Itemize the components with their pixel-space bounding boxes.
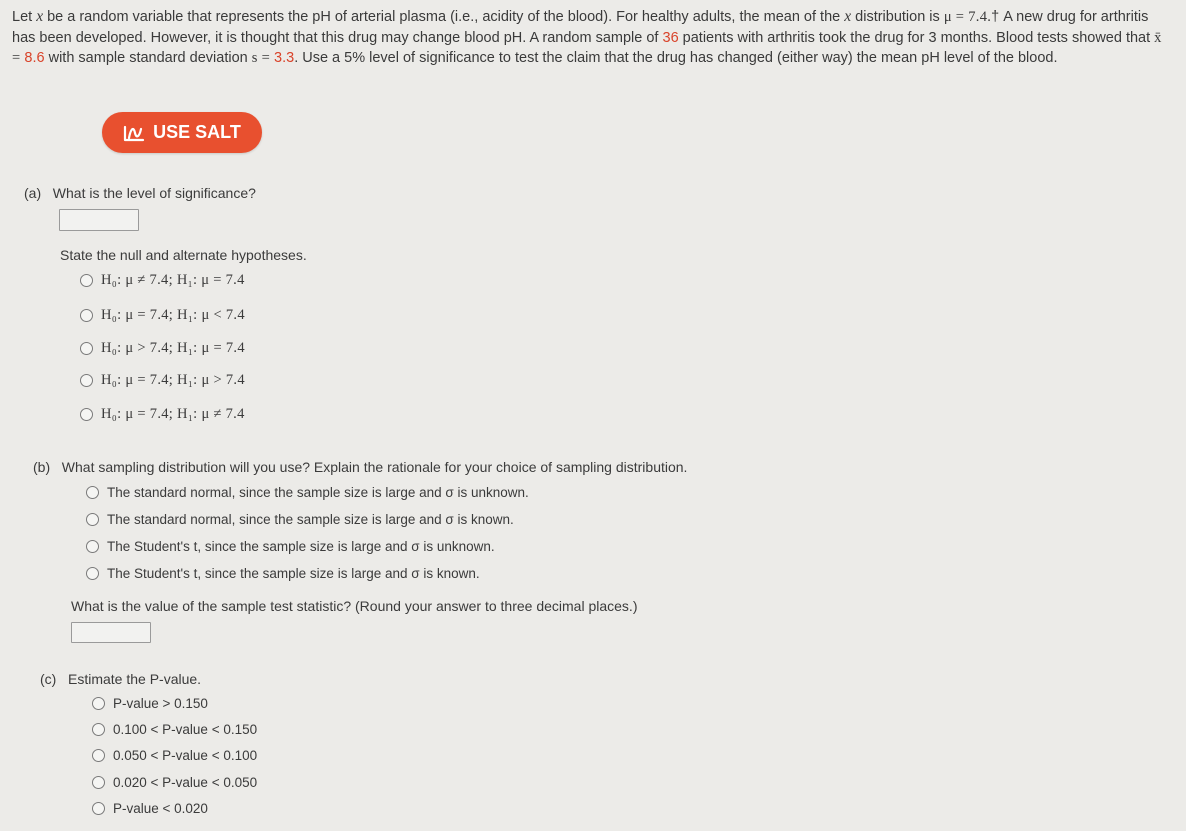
- part-b-question: (b) What sampling distribution will you use? Explain the rationale for your choice of sampling distribution.: [33, 459, 688, 475]
- significance-level-input[interactable]: [59, 209, 139, 231]
- sample-size-value: 36: [662, 29, 679, 46]
- hypothesis-option-1[interactable]: H₀: μ ≠ 7.4; H₁: μ = 7.4: [80, 272, 245, 289]
- distribution-option-2[interactable]: The standard normal, since the sample size is large and σ is known.: [86, 512, 514, 527]
- salt-chart-icon: [123, 124, 145, 142]
- radio-button[interactable]: [80, 342, 93, 355]
- radio-button[interactable]: [92, 802, 105, 815]
- problem-statement: Let x be a random variable that represents the pH of arterial plasma (i.e., acidity of the blood). For healthy adults, the mean of the x distribution is μ = 7.4.† A new drug for arthritis has been developed. However, it is thought that this drug may change blood pH. A random sample of 36 patients with arthritis took the drug for 3 months. Blood tests showed that x̄ = 8.6 with sample standard deviation s = 3.3. Use a 5% level of significance to test the claim that the drug has changed (either way) the mean pH level of the blood.: [12, 8, 1162, 66]
- hypothesis-option-5[interactable]: H₀: μ = 7.4; H₁: μ ≠ 7.4: [80, 406, 245, 423]
- radio-button[interactable]: [80, 309, 93, 322]
- test-statistic-input[interactable]: [71, 622, 151, 643]
- part-a-question: (a) What is the level of significance?: [24, 185, 256, 201]
- radio-button[interactable]: [80, 408, 93, 421]
- sample-sd-value: 3.3: [274, 50, 295, 66]
- hypothesis-option-2[interactable]: H₀: μ = 7.4; H₁: μ < 7.4: [80, 307, 245, 324]
- hypothesis-option-3[interactable]: H₀: μ > 7.4; H₁: μ = 7.4: [80, 340, 245, 357]
- radio-button[interactable]: [80, 274, 93, 287]
- hypotheses-prompt: State the null and alternate hypotheses.: [60, 247, 307, 263]
- distribution-option-3[interactable]: The Student's t, since the sample size is large and σ is unknown.: [86, 539, 495, 554]
- part-c-question: (c) Estimate the P-value.: [40, 671, 202, 687]
- radio-button[interactable]: [92, 723, 105, 736]
- hypothesis-option-4[interactable]: H₀: μ = 7.4; H₁: μ > 7.4: [80, 372, 245, 389]
- radio-button[interactable]: [80, 374, 93, 387]
- p-value-option-3[interactable]: 0.050 < P-value < 0.100: [92, 748, 257, 763]
- p-value-option-1[interactable]: P-value > 0.150: [92, 696, 208, 711]
- radio-button[interactable]: [86, 540, 99, 553]
- use-salt-button[interactable]: [102, 112, 262, 153]
- radio-button[interactable]: [86, 567, 99, 580]
- p-value-option-4[interactable]: 0.020 < P-value < 0.050: [92, 775, 257, 790]
- radio-button[interactable]: [86, 513, 99, 526]
- distribution-option-1[interactable]: The standard normal, since the sample size is large and σ is unknown.: [86, 485, 529, 500]
- test-statistic-prompt: What is the value of the sample test statistic? (Round your answer to three decimal places.): [71, 598, 638, 614]
- radio-button[interactable]: [86, 486, 99, 499]
- use-salt-label: USE SALT: [153, 122, 241, 142]
- p-value-option-2[interactable]: 0.100 < P-value < 0.150: [92, 722, 257, 737]
- radio-button[interactable]: [92, 697, 105, 710]
- p-value-option-5[interactable]: P-value < 0.020: [92, 801, 208, 816]
- radio-button[interactable]: [92, 749, 105, 762]
- footnote-dagger[interactable]: †: [991, 9, 1000, 25]
- distribution-option-4[interactable]: The Student's t, since the sample size is large and σ is known.: [86, 566, 480, 581]
- radio-button[interactable]: [92, 776, 105, 789]
- sample-mean-value: 8.6: [24, 50, 45, 66]
